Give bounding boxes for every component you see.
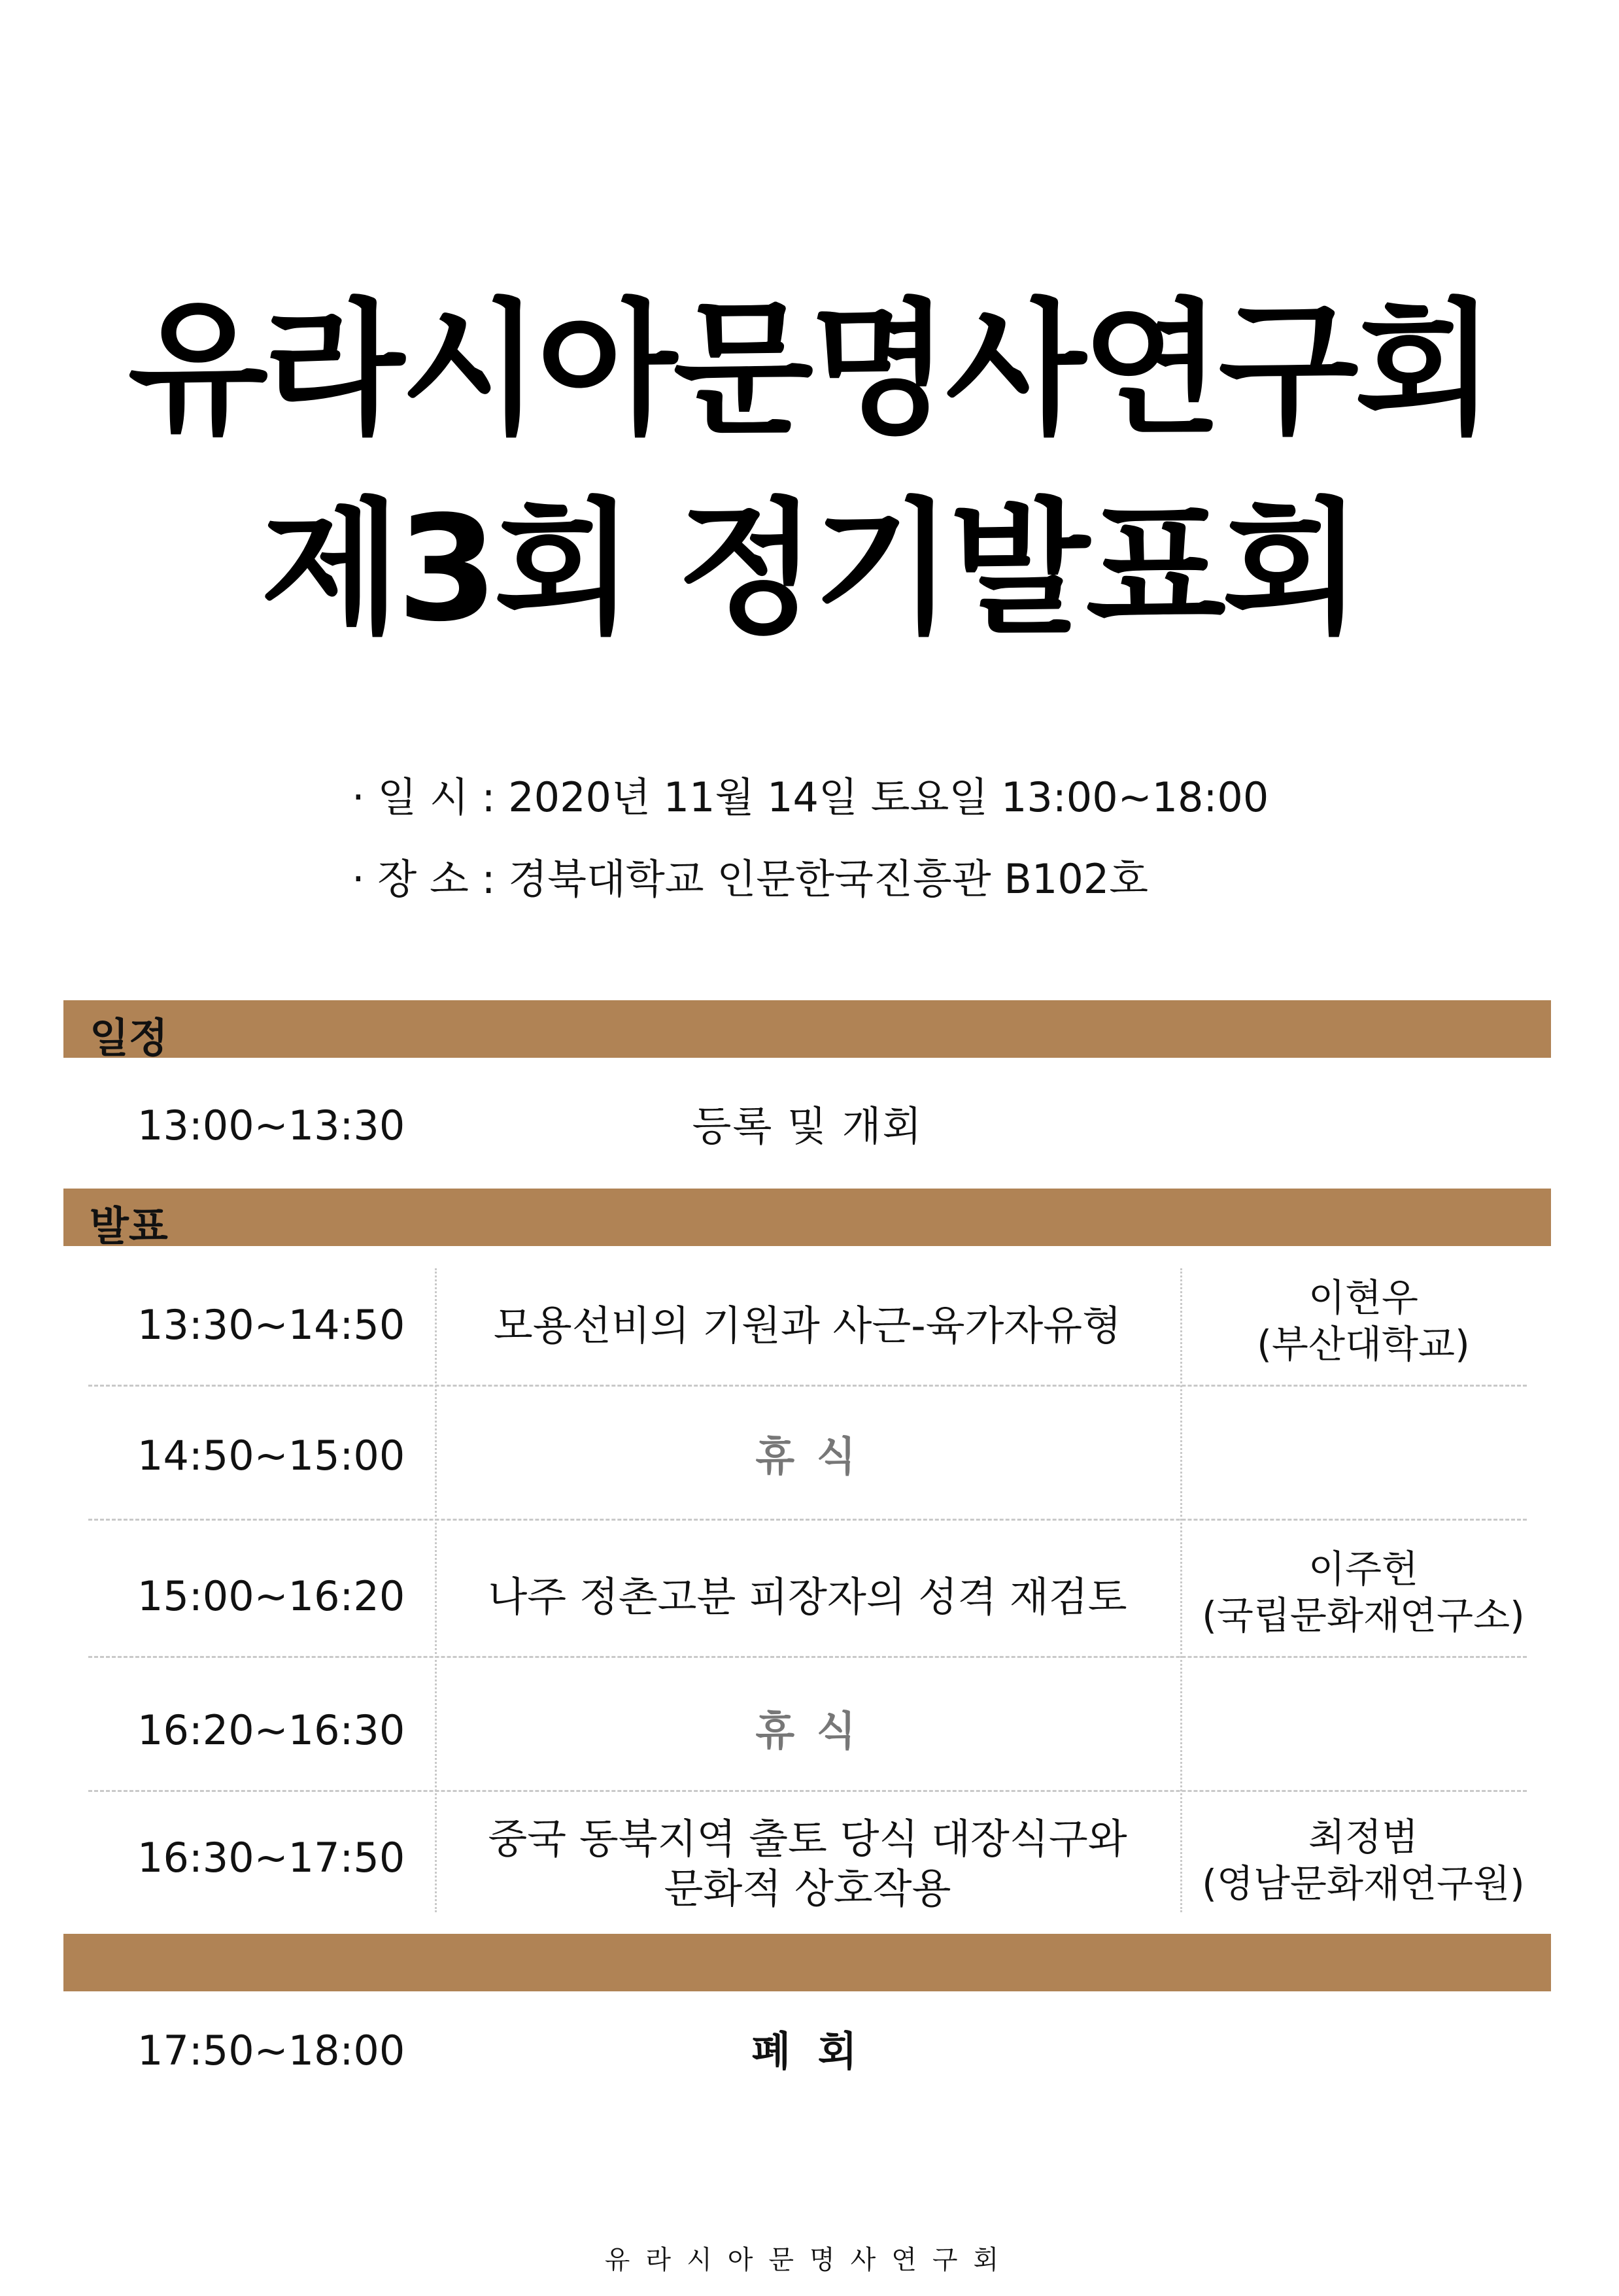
presentation-time: 16:30~17:50 — [137, 1834, 405, 1882]
presenter-affiliation: (영남문화재연구원) — [1202, 1861, 1525, 1906]
presentation-time: 14:50~15:00 — [137, 1432, 405, 1479]
event-datetime: · 일 시 : 2020년 11월 14일 토요일 13:00~18:00 — [352, 773, 1269, 821]
closing-time: 17:50~18:00 — [137, 2027, 405, 2074]
presenter-name: 최정범 — [1308, 1815, 1419, 1859]
presentation-time: 15:00~16:20 — [137, 1572, 405, 1620]
presenter-affiliation: (국립문화재연구소) — [1202, 1593, 1525, 1638]
presenter-name: 이현우 — [1308, 1275, 1419, 1320]
presentation-time: 13:30~14:50 — [137, 1301, 405, 1349]
section-label-schedule: 일정 — [90, 1014, 168, 1062]
break-label: 휴 식 — [755, 1707, 860, 1755]
row-divider — [88, 1519, 1527, 1521]
section-bar-schedule — [63, 1000, 1551, 1062]
section-bar-presentations — [63, 1189, 1551, 1250]
page-subtitle: 제3회 정기발표회 — [260, 485, 1359, 654]
presentation-title-line1: 중국 동북지역 출토 당식 대장식구와 — [488, 1815, 1127, 1863]
break-label: 휴 식 — [755, 1432, 860, 1480]
presenter — [1180, 1546, 1546, 1639]
schedule-time: 13:00~13:30 — [137, 1102, 405, 1149]
footer-organization: 유라시아문명사연구회 — [604, 2245, 1015, 2275]
presentation-title: 나주 정촌고분 피장자의 성격 재검토 — [488, 1573, 1127, 1621]
presenter-affiliation: (부산대학교) — [1257, 1321, 1470, 1366]
schedule-item: 등록 및 개회 — [692, 1102, 923, 1150]
event-venue: · 장 소 : 경북대학교 인문한국진흥관 B102호 — [352, 855, 1149, 903]
presenter — [1180, 1814, 1546, 1907]
row-divider — [88, 1790, 1527, 1792]
presenter-name: 이주헌 — [1308, 1547, 1419, 1591]
closing-item: 폐 회 — [751, 2027, 864, 2075]
presenter — [1180, 1275, 1546, 1368]
presentation-time: 16:20~16:30 — [137, 1706, 405, 1754]
page-title: 유라시아문명사연구회 — [128, 286, 1491, 454]
row-divider — [88, 1385, 1527, 1387]
presentation-title: 모용선비의 기원과 사근-육가자유형 — [493, 1302, 1122, 1349]
row-divider — [88, 1656, 1527, 1658]
section-label-presentations: 발표 — [90, 1202, 168, 1250]
presentation-title-line2: 문화적 상호작용 — [664, 1864, 951, 1912]
section-bar-closing — [63, 1934, 1551, 1991]
presentation-title — [435, 1814, 1180, 1913]
